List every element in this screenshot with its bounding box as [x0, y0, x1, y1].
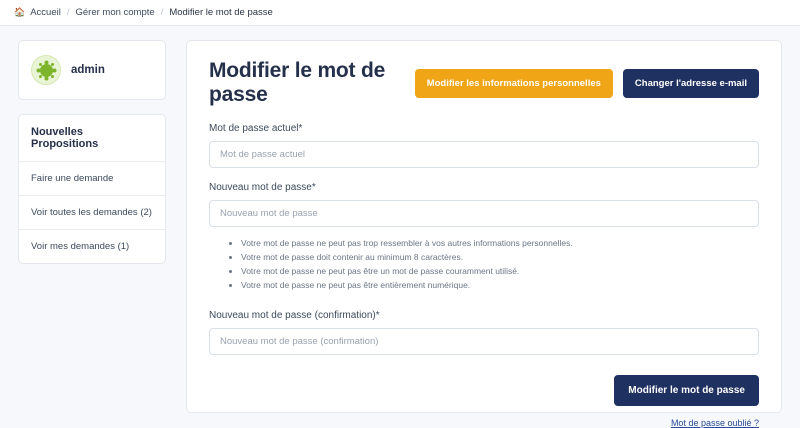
sidebar-item-faire-une-demande[interactable]: Faire une demande — [19, 162, 165, 196]
current-password-input[interactable] — [209, 141, 759, 168]
confirm-password-label: Nouveau mot de passe (confirmation)* — [209, 310, 380, 322]
confirm-password-input[interactable] — [209, 328, 759, 355]
password-help-item: • Votre mot de passe ne peut pas être un mot de passe couramment utilisé. — [241, 264, 759, 278]
sidebar-item-voir-toutes-les-demandes[interactable]: Voir toutes les demandes (2) — [19, 196, 165, 230]
profile-card — [18, 40, 166, 100]
main-header — [209, 59, 759, 107]
new-password-label: Nouveau mot de passe* — [209, 182, 316, 193]
main-panel — [186, 40, 782, 428]
home-icon: 🏠 — [14, 7, 26, 17]
breadcrumb-item-gerer-mon-compte[interactable]: Gérer mon compte — [75, 7, 155, 18]
breadcrumb-separator: / — [160, 7, 164, 18]
new-password-input[interactable] — [209, 200, 759, 227]
profile-username: admin — [71, 64, 105, 76]
page-body — [0, 26, 800, 428]
current-password-label: Mot de passe actuel* — [209, 123, 303, 134]
new-password-field-group — [209, 182, 759, 292]
submit-row — [209, 375, 759, 406]
password-help-list — [209, 236, 759, 292]
current-password-field-group — [209, 123, 759, 168]
forgot-row — [209, 418, 759, 428]
sidebar — [18, 40, 166, 413]
breadcrumb-item-accueil[interactable]: Accueil — [30, 7, 61, 18]
breadcrumb — [0, 0, 800, 26]
user-avatar-icon — [31, 55, 61, 85]
sidebar-item-voir-mes-demandes[interactable]: Voir mes demandes (1) — [31, 241, 130, 252]
breadcrumb-separator: / — [66, 7, 70, 18]
page-title: Modifier le mot de passe — [209, 59, 386, 106]
password-help-item: • Votre mot de passe ne peut pas être entièrement numérique. — [241, 278, 759, 292]
sidebar-menu-title: Nouvelles Propositions — [19, 115, 165, 162]
change-email-button[interactable]: Changer l'adresse e-mail — [623, 69, 759, 98]
password-help-item: • Votre mot de passe ne peut pas trop ressembler à vos autres informations personnelles. — [241, 236, 759, 250]
edit-personal-info-button[interactable]: Modifier les informations personnelles — [415, 69, 613, 98]
breadcrumb-item-current: Modifier le mot de passe — [169, 7, 273, 18]
forgot-password-link[interactable]: Mot de passe oublié ? — [670, 418, 759, 428]
confirm-password-field-group — [209, 310, 759, 355]
sidebar-menu — [18, 114, 166, 264]
password-help-item: • Votre mot de passe doit contenir au minimum 8 caractères. — [241, 250, 759, 264]
submit-change-password-button[interactable]: Modifier le mot de passe — [614, 375, 759, 406]
